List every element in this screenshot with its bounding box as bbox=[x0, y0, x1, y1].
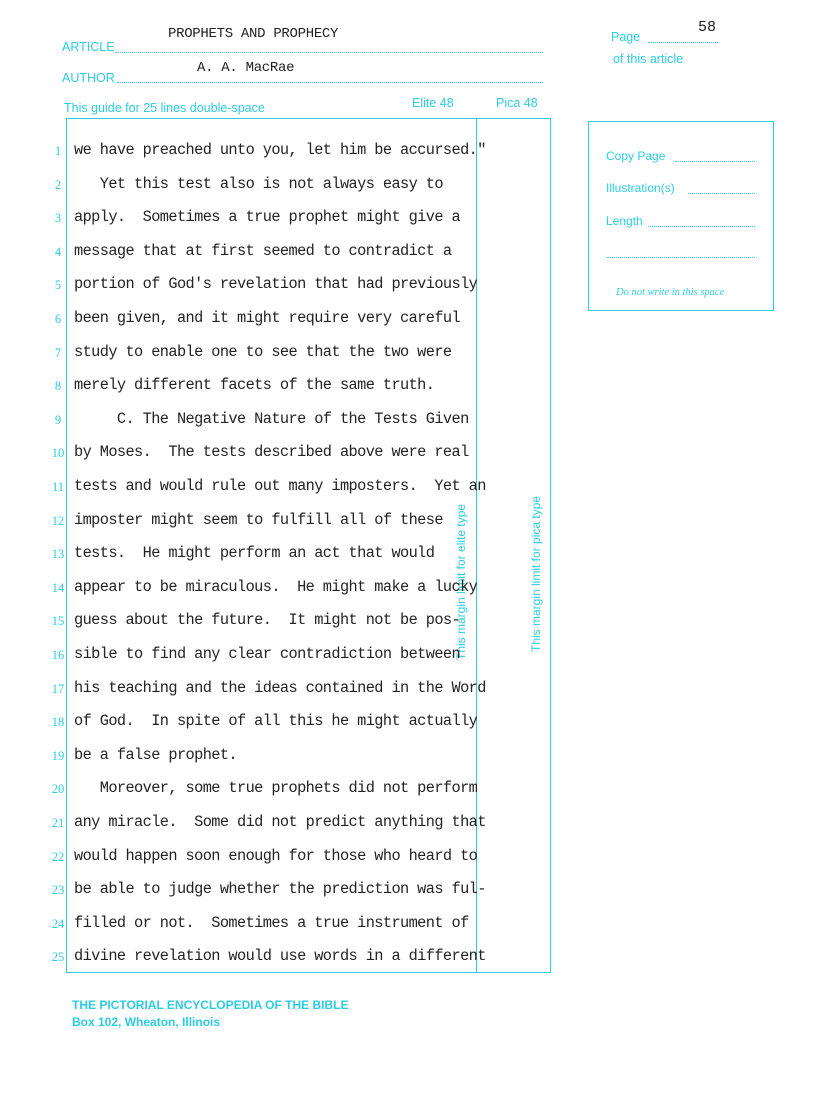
line-number: 12 bbox=[51, 513, 65, 528]
line-number: 5 bbox=[54, 278, 62, 293]
copy-page-label: Copy Page bbox=[606, 149, 666, 163]
manuscript-line: portion of God's revelation that had previously bbox=[74, 275, 478, 294]
pica-margin-label: This margin limit for pica type bbox=[529, 495, 543, 652]
page-label: Page bbox=[611, 30, 641, 44]
page-number: 58 bbox=[698, 19, 717, 36]
line-number: 21 bbox=[51, 816, 65, 830]
manuscript-line: C. The Negative Nature of the Tests Given bbox=[74, 409, 469, 428]
blank-line bbox=[607, 257, 755, 258]
manuscript-line: we have preached unto you, let him be accursed." bbox=[74, 141, 486, 159]
elite-margin-label: This margin limit for elite type bbox=[454, 503, 468, 660]
line-number: 2 bbox=[54, 177, 62, 192]
manuscript-line: by Moses. The tests described above were real bbox=[74, 443, 469, 462]
line-number: 18 bbox=[51, 715, 65, 730]
publisher-name: THE PICTORIAL ENCYCLOPEDIA OF THE BIBLE bbox=[72, 998, 349, 1012]
elite-label: Elite 48 bbox=[412, 96, 454, 110]
article-title: PROPHETS AND PROPHECY bbox=[168, 26, 339, 42]
line-number: 11 bbox=[51, 480, 65, 494]
manuscript-line: be able to judge whether the prediction was ful- bbox=[74, 880, 486, 899]
line-number: 1 bbox=[54, 144, 62, 158]
manuscript-line: sible to find any clear contradiction between bbox=[74, 645, 461, 663]
manuscript-line: filled or not. Sometimes a true instrument of bbox=[74, 913, 469, 932]
illustrations-label: Illustration(s) bbox=[606, 181, 675, 195]
guide-text: This guide for 25 lines double-space bbox=[64, 101, 265, 115]
of-this-article-label: of this article bbox=[613, 52, 684, 66]
line-number: 3 bbox=[54, 211, 62, 226]
copy-page-line bbox=[675, 161, 755, 162]
length-label: Length bbox=[606, 214, 643, 228]
line-number: 17 bbox=[51, 681, 65, 696]
line-number: 15 bbox=[51, 614, 65, 629]
length-line bbox=[648, 226, 755, 227]
line-number: 8 bbox=[54, 379, 62, 394]
manuscript-line: tests. He might perform an act that would bbox=[74, 544, 435, 563]
manuscript-line: imposter might seem to fulfill all of these bbox=[74, 510, 443, 529]
line-number: 16 bbox=[51, 648, 65, 662]
author-dotted-line bbox=[117, 82, 543, 83]
line-number: 13 bbox=[51, 547, 65, 562]
manuscript-line: his teaching and the ideas contained in the Word bbox=[74, 678, 486, 697]
line-number: 22 bbox=[51, 849, 65, 864]
manuscript-line: been given, and it might require very careful bbox=[74, 309, 461, 327]
manuscript-line: Yet this test also is not always easy to bbox=[74, 174, 443, 193]
line-number: 9 bbox=[54, 412, 62, 427]
line-number: 24 bbox=[51, 916, 65, 931]
page-dotted-line bbox=[648, 42, 718, 43]
line-number: 23 bbox=[51, 883, 65, 898]
manuscript-line: message that at first seemed to contradict a bbox=[74, 241, 452, 260]
line-number: 7 bbox=[54, 345, 62, 360]
article-dotted-line bbox=[115, 52, 543, 53]
manuscript-line: Moreover, some true prophets did not perform bbox=[74, 779, 478, 798]
line-number: 4 bbox=[54, 244, 62, 259]
manuscript-line: of God. In spite of all this he might actually bbox=[74, 712, 478, 731]
manuscript-line: divine revelation would use words in a different bbox=[74, 947, 486, 966]
line-number: 25 bbox=[51, 950, 65, 965]
author-label: AUTHOR bbox=[62, 71, 115, 85]
pica-label: Pica 48 bbox=[496, 96, 538, 110]
publisher-address: Box 102, Wheaton, Illinois bbox=[72, 1015, 221, 1029]
manuscript-line: study to enable one to see that the two were bbox=[74, 342, 452, 361]
article-label: ARTICLE bbox=[62, 40, 115, 54]
manuscript-line: apply. Sometimes a true prophet might give a bbox=[74, 208, 461, 227]
line-number: 6 bbox=[54, 312, 62, 326]
manuscript-line: guess about the future. It might not be pos- bbox=[74, 611, 461, 630]
manuscript-line: merely different facets of the same truth. bbox=[74, 376, 435, 395]
author-name: A. A. MacRae bbox=[197, 60, 295, 76]
manuscript-line: be a false prophet. bbox=[74, 745, 238, 764]
line-number: 14 bbox=[51, 580, 65, 595]
do-not-write-note: Do not write in this space bbox=[616, 287, 725, 298]
line-number: 20 bbox=[51, 782, 65, 797]
manuscript-line: any miracle. Some did not predict anything that bbox=[74, 813, 486, 831]
illustrations-line bbox=[688, 193, 755, 194]
line-number: 10 bbox=[51, 446, 65, 461]
line-number: 19 bbox=[51, 748, 65, 763]
manuscript-line: would happen soon enough for those who heard to bbox=[74, 846, 478, 865]
manuscript-line: tests and would rule out many imposters. Yet an bbox=[74, 477, 486, 495]
manuscript-line: appear to be miraculous. He might make a lucky bbox=[74, 577, 478, 596]
